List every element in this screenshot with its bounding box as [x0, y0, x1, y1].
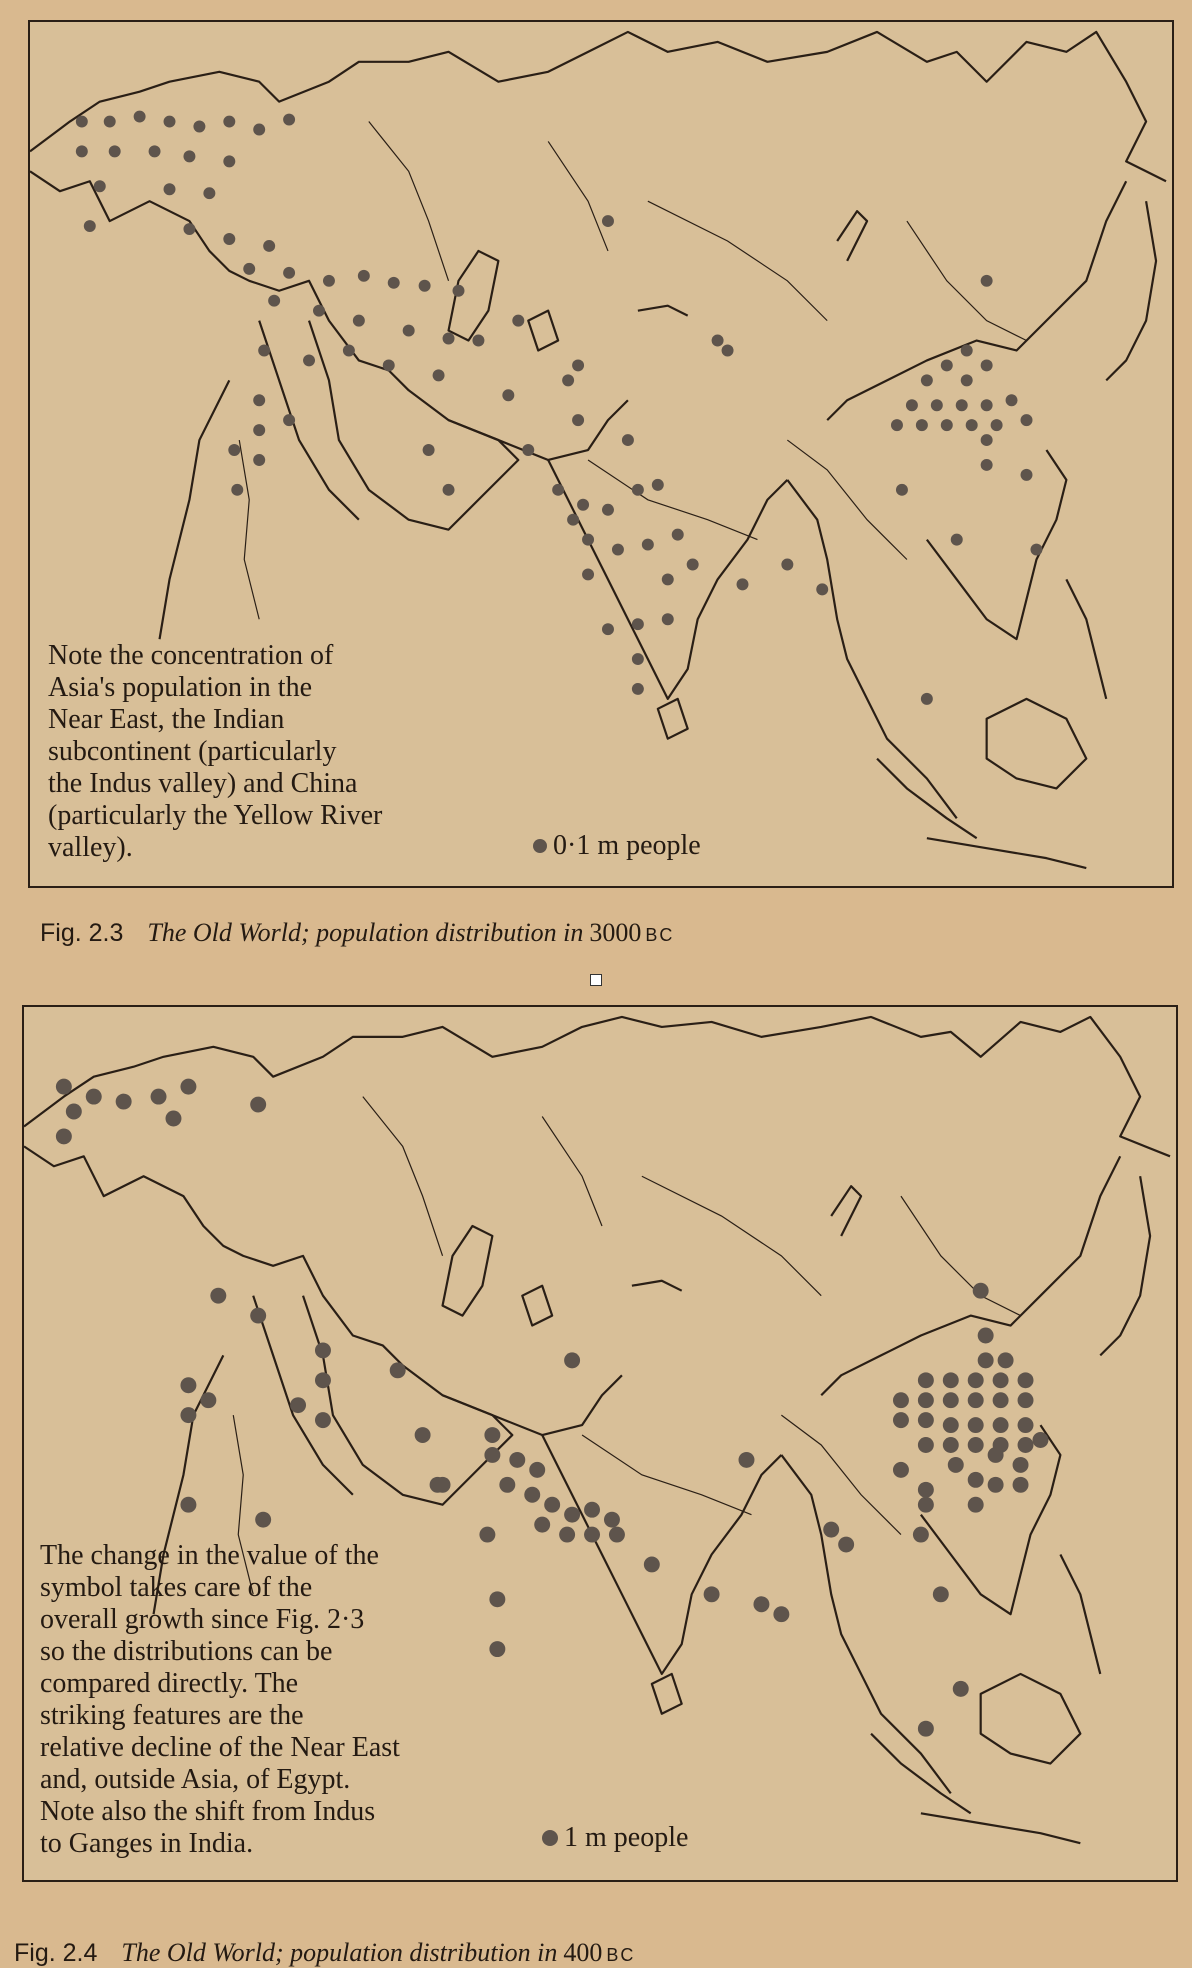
pop-dot — [509, 1452, 525, 1468]
baikal — [831, 1186, 861, 1236]
pop-dot — [116, 1094, 132, 1110]
pop-dot — [231, 484, 243, 496]
pop-dot — [66, 1104, 82, 1120]
pop-dot — [86, 1089, 102, 1105]
pop-dot — [484, 1447, 500, 1463]
pop-dot — [973, 1283, 989, 1299]
pop-dot — [753, 1596, 769, 1612]
pop-dot — [943, 1392, 959, 1408]
arabia — [303, 1296, 512, 1505]
pop-dot — [918, 1437, 934, 1453]
pop-dot — [151, 1089, 167, 1105]
map-note-3000bc: Note the concentration of Asia's population in the Near East, the Indian subcontinent (particularly the Indus valley) and China (particularly the Yellow River valley). — [48, 640, 383, 863]
philippines — [1060, 1554, 1100, 1673]
pop-dot — [722, 345, 734, 357]
pop-dot — [687, 559, 699, 571]
pop-dot — [255, 1512, 271, 1528]
pop-dot — [823, 1522, 839, 1538]
population-symbol-icon — [533, 839, 547, 853]
pop-dot — [403, 325, 415, 337]
pop-dot — [76, 145, 88, 157]
pop-dot — [1018, 1392, 1034, 1408]
pop-dot — [644, 1556, 660, 1572]
pop-dot — [268, 295, 280, 307]
pop-dot — [773, 1606, 789, 1622]
pop-dot — [602, 215, 614, 227]
pop-dot — [893, 1462, 909, 1478]
river-5 — [787, 440, 907, 559]
pop-dot — [943, 1437, 959, 1453]
population-dots — [76, 111, 1043, 705]
pop-dot — [602, 504, 614, 516]
java — [921, 1813, 1080, 1843]
pop-dot — [662, 573, 674, 585]
pop-dot — [993, 1372, 1009, 1388]
pop-dot — [931, 399, 943, 411]
ceylon — [658, 699, 688, 739]
pop-dot — [253, 124, 265, 136]
pop-dot — [916, 419, 928, 431]
pop-dot — [572, 414, 584, 426]
japan — [1100, 1176, 1150, 1355]
pop-dot — [564, 1352, 580, 1368]
pop-dot — [739, 1452, 755, 1468]
pop-dot — [180, 1407, 196, 1423]
river-1 — [363, 1097, 443, 1256]
pop-dot — [918, 1372, 934, 1388]
river-3 — [648, 201, 827, 320]
river-nile — [239, 440, 259, 619]
pop-dot — [943, 1372, 959, 1388]
pop-dot — [981, 434, 993, 446]
pop-dot — [652, 479, 664, 491]
river-1 — [369, 122, 449, 281]
pop-dot — [303, 354, 315, 366]
pop-dot — [961, 345, 973, 357]
pop-dot — [981, 275, 993, 287]
map-note-400bc: The change in the value of the symbol takes care of the overall growth since Fig. 2·3 so the distributions can be compared directly. The striking features are the relative decline of the Near East and, outside Asia, of Egypt. Note also the shift from Indus to Ganges in India. — [40, 1540, 400, 1859]
aral — [528, 311, 558, 351]
pop-dot — [419, 280, 431, 292]
pop-dot — [737, 578, 749, 590]
pop-dot — [918, 1482, 934, 1498]
pop-dot — [941, 359, 953, 371]
pop-dot — [622, 434, 634, 446]
caspian — [443, 1226, 493, 1316]
pop-dot — [981, 399, 993, 411]
population-symbol-icon — [542, 1830, 558, 1846]
pop-dot — [390, 1362, 406, 1378]
pop-dot — [582, 534, 594, 546]
pop-dot — [991, 419, 1003, 431]
pop-dot — [712, 335, 724, 347]
pop-dot — [642, 539, 654, 551]
pop-dot — [943, 1417, 959, 1433]
pop-dot — [1021, 414, 1033, 426]
pop-dot — [918, 1392, 934, 1408]
pop-dot — [632, 683, 644, 695]
pop-dot — [472, 335, 484, 347]
pop-dot — [1032, 1432, 1048, 1448]
pop-dot — [180, 1079, 196, 1095]
pop-dot — [415, 1427, 431, 1443]
river-3 — [642, 1176, 821, 1295]
pop-dot — [166, 1111, 182, 1127]
pop-dot — [612, 544, 624, 556]
figure-number: Fig. 2.4 — [14, 1939, 98, 1967]
pop-dot — [968, 1472, 984, 1488]
balkhash — [632, 1281, 682, 1291]
pop-dot — [180, 1497, 196, 1513]
page-separator-marker — [590, 974, 602, 986]
figure-year: 400 — [563, 1938, 603, 1967]
pop-dot — [632, 618, 644, 630]
pop-dot — [941, 419, 953, 431]
legend-label: 0·1 m people — [553, 830, 701, 861]
aral — [522, 1286, 552, 1326]
pop-dot — [263, 240, 275, 252]
pop-dot — [443, 484, 455, 496]
legend-label: 1 m people — [564, 1822, 689, 1853]
pop-dot — [961, 374, 973, 386]
pop-dot — [951, 534, 963, 546]
pop-dot — [358, 270, 370, 282]
india — [542, 1435, 781, 1674]
pop-dot — [781, 559, 793, 571]
pop-dot — [84, 220, 96, 232]
pop-dot — [988, 1447, 1004, 1463]
pop-dot — [1013, 1457, 1029, 1473]
pop-dot — [602, 623, 614, 635]
pop-dot — [816, 583, 828, 595]
pop-dot — [632, 484, 644, 496]
pop-dot — [981, 459, 993, 471]
pop-dot — [552, 484, 564, 496]
pop-dot — [891, 419, 903, 431]
pop-dot — [1030, 544, 1042, 556]
pop-dot — [524, 1487, 540, 1503]
pop-dot — [283, 267, 295, 279]
river-6 — [588, 460, 757, 540]
pop-dot — [966, 419, 978, 431]
philippines — [1066, 579, 1106, 698]
figure-year: 3000 — [589, 918, 642, 947]
legend-400bc — [542, 1822, 688, 1854]
china-coast — [821, 1156, 1120, 1395]
pop-dot — [564, 1507, 580, 1523]
pop-dot — [968, 1417, 984, 1433]
pop-dot — [383, 359, 395, 371]
pop-dot — [968, 1497, 984, 1513]
pop-dot — [918, 1412, 934, 1428]
river-5 — [781, 1415, 901, 1534]
pop-dot — [988, 1477, 1004, 1493]
pop-dot — [210, 1288, 226, 1304]
pop-dot — [223, 233, 235, 245]
pop-dot — [258, 345, 270, 357]
red-sea — [253, 1296, 353, 1495]
legend-3000bc — [533, 830, 701, 862]
pop-dot — [183, 223, 195, 235]
pop-dot — [76, 116, 88, 128]
pop-dot — [388, 277, 400, 289]
pop-dot — [183, 150, 195, 162]
pop-dot — [56, 1079, 72, 1095]
pop-dot — [499, 1477, 515, 1493]
river-4 — [907, 221, 1027, 340]
pop-dot — [223, 116, 235, 128]
pop-dot — [134, 111, 146, 123]
pop-dot — [529, 1462, 545, 1478]
pop-dot — [433, 369, 445, 381]
pop-dot — [956, 399, 968, 411]
pop-dot — [921, 374, 933, 386]
pop-dot — [632, 653, 644, 665]
pop-dot — [672, 529, 684, 541]
pop-dot — [502, 389, 514, 401]
balkhash — [638, 306, 688, 316]
pop-dot — [343, 345, 355, 357]
pop-dot — [993, 1417, 1009, 1433]
pop-dot — [149, 145, 161, 157]
pop-dot — [584, 1527, 600, 1543]
pop-dot — [544, 1497, 560, 1513]
pop-dot — [662, 613, 674, 625]
pop-dot — [164, 183, 176, 195]
pop-dot — [704, 1586, 720, 1602]
arabia — [309, 321, 518, 530]
pop-dot — [896, 484, 908, 496]
pop-dot — [253, 454, 265, 466]
pop-dot — [1018, 1372, 1034, 1388]
pop-dot — [582, 568, 594, 580]
ceylon — [652, 1674, 682, 1714]
pop-dot — [315, 1372, 331, 1388]
pop-dot — [1021, 469, 1033, 481]
pop-dot — [559, 1527, 575, 1543]
river-2 — [542, 1116, 602, 1225]
java — [927, 838, 1086, 868]
pop-dot — [1018, 1437, 1034, 1453]
pop-dot — [180, 1377, 196, 1393]
pop-dot — [567, 514, 579, 526]
borneo — [987, 699, 1087, 789]
pop-dot — [918, 1497, 934, 1513]
pop-dot — [164, 116, 176, 128]
pop-dot — [353, 315, 365, 327]
pop-dot — [484, 1427, 500, 1443]
pop-dot — [968, 1437, 984, 1453]
pop-dot — [572, 359, 584, 371]
pop-dot — [315, 1342, 331, 1358]
africa-coast — [160, 380, 230, 639]
pop-dot — [453, 285, 465, 297]
pop-dot — [921, 693, 933, 705]
river-6 — [582, 1435, 751, 1515]
baikal — [837, 211, 867, 261]
pop-dot — [203, 187, 215, 199]
pop-dot — [1013, 1477, 1029, 1493]
japan — [1106, 201, 1156, 380]
pop-dot — [423, 444, 435, 456]
sumatra — [871, 1734, 971, 1814]
pop-dot — [906, 399, 918, 411]
europe-asia-coast — [30, 32, 1166, 181]
pop-dot — [223, 155, 235, 167]
pop-dot — [562, 374, 574, 386]
pop-dot — [918, 1721, 934, 1737]
pop-dot — [430, 1477, 446, 1493]
pop-dot — [522, 444, 534, 456]
pop-dot — [315, 1412, 331, 1428]
figure-caption-2-3 — [40, 918, 674, 948]
pop-dot — [323, 275, 335, 287]
pop-dot — [313, 305, 325, 317]
pop-dot — [584, 1502, 600, 1518]
pop-dot — [609, 1527, 625, 1543]
sumatra — [877, 759, 977, 839]
pop-dot — [193, 121, 205, 133]
pop-dot — [1006, 394, 1018, 406]
pop-dot — [978, 1352, 994, 1368]
pop-dot — [893, 1392, 909, 1408]
figure-era: BC — [645, 925, 675, 945]
pop-dot — [1018, 1417, 1034, 1433]
pop-dot — [933, 1586, 949, 1602]
figure-number: Fig. 2.3 — [40, 919, 124, 947]
borneo — [981, 1674, 1081, 1764]
figure-title: The Old World; population distribution in — [147, 918, 584, 947]
pop-dot — [512, 315, 524, 327]
pop-dot — [443, 333, 455, 345]
pop-dot — [604, 1512, 620, 1528]
pop-dot — [250, 1097, 266, 1113]
pop-dot — [283, 414, 295, 426]
pop-dot — [838, 1537, 854, 1553]
pop-dot — [104, 116, 116, 128]
pop-dot — [577, 499, 589, 511]
pop-dot — [243, 263, 255, 275]
pop-dot — [993, 1392, 1009, 1408]
pop-dot — [968, 1392, 984, 1408]
pop-dot — [981, 359, 993, 371]
se-asia — [787, 480, 956, 818]
pop-dot — [283, 114, 295, 126]
pop-dot — [253, 394, 265, 406]
pop-dot — [998, 1352, 1014, 1368]
pop-dot — [250, 1308, 266, 1324]
pop-dot — [56, 1128, 72, 1144]
china-coast — [827, 181, 1126, 420]
pop-dot — [913, 1527, 929, 1543]
pop-dot — [290, 1397, 306, 1413]
river-4 — [901, 1196, 1021, 1315]
pop-dot — [228, 444, 240, 456]
pop-dot — [94, 180, 106, 192]
pop-dot — [253, 424, 265, 436]
pop-dot — [953, 1681, 969, 1697]
pop-dot — [200, 1392, 216, 1408]
figure-era: BC — [606, 1945, 636, 1965]
pop-dot — [109, 145, 121, 157]
figure-title: The Old World; population distribution in — [121, 1938, 558, 1967]
pop-dot — [968, 1372, 984, 1388]
pop-dot — [948, 1457, 964, 1473]
pop-dot — [534, 1517, 550, 1533]
pop-dot — [893, 1412, 909, 1428]
river-2 — [548, 141, 608, 250]
pop-dot — [978, 1328, 994, 1344]
indochina — [927, 450, 1067, 639]
